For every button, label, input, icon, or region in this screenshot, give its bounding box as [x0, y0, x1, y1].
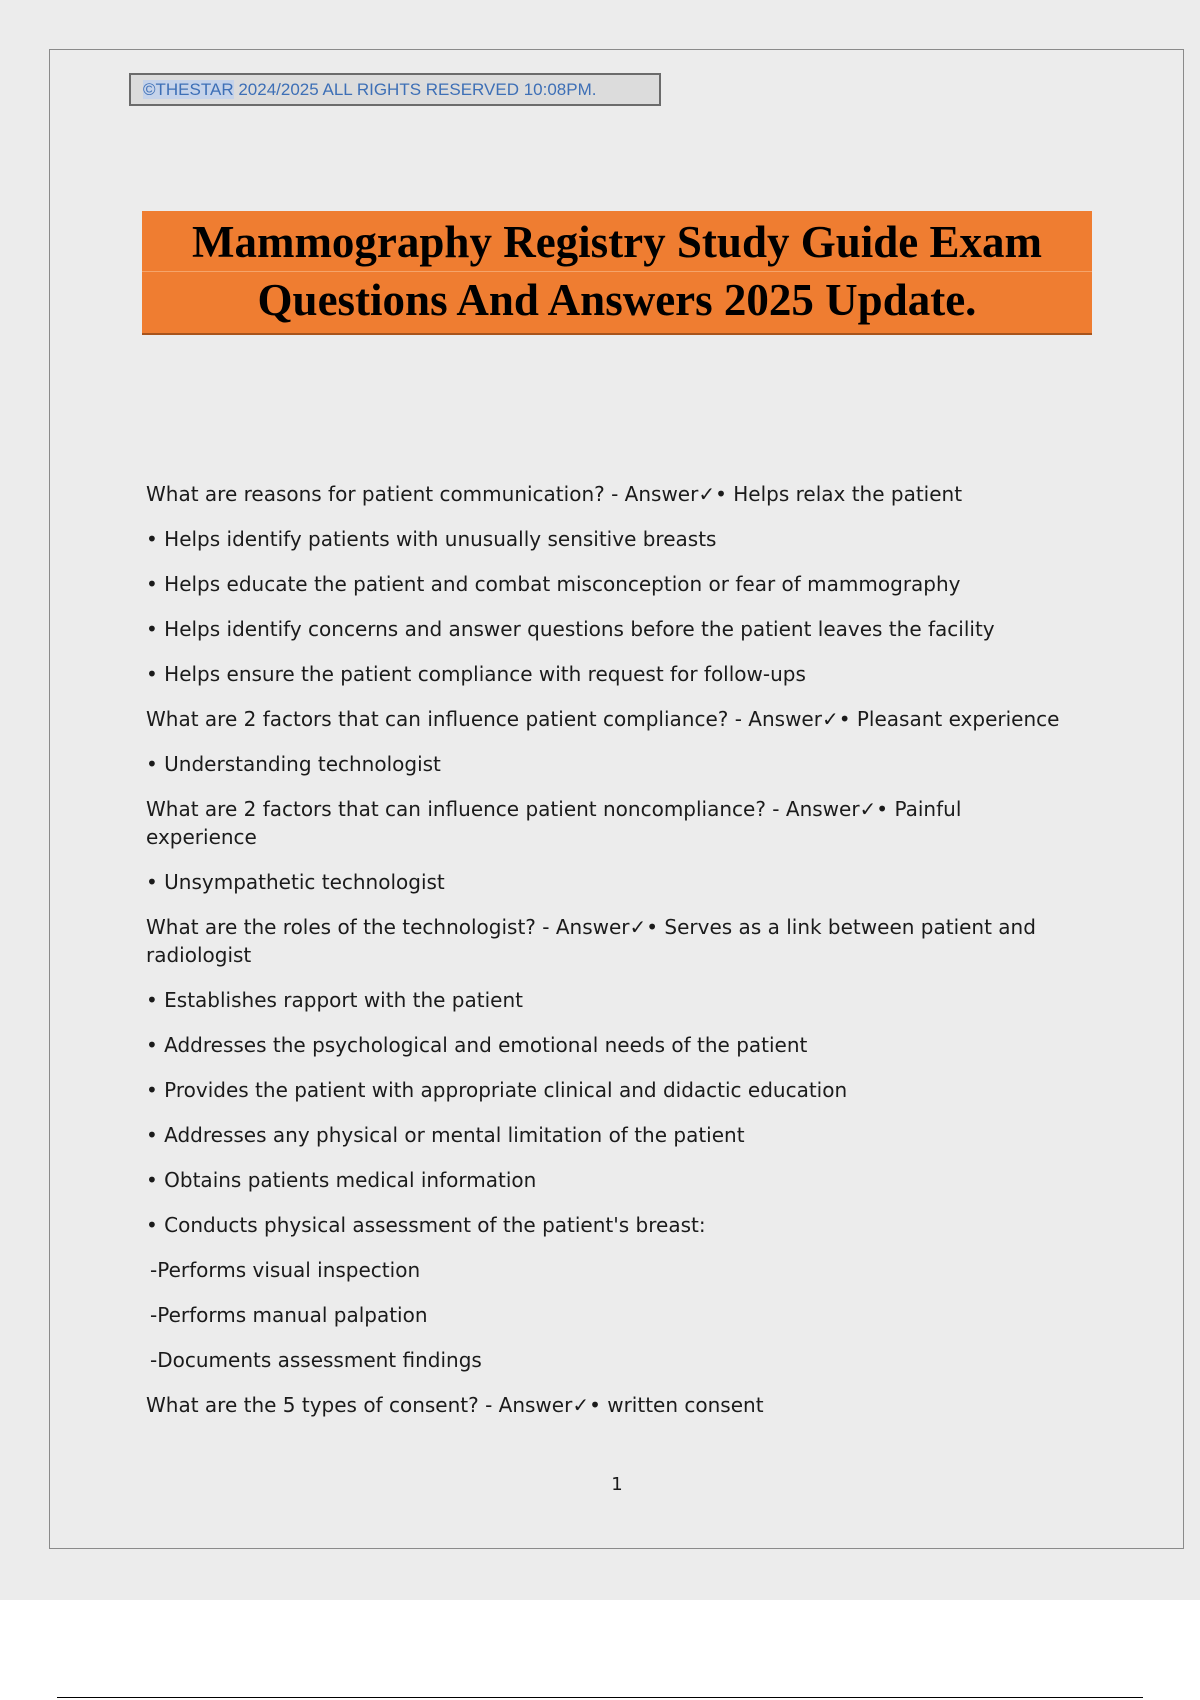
study-guide-content [146, 478, 1076, 1436]
answer-bullet: • Unsympathetic technologist [146, 870, 445, 894]
question-paragraph: What are the 5 types of consent? - Answer✓• written consent [146, 1393, 764, 1417]
copyright-highlight: ©THESTAR [143, 80, 234, 99]
title-divider [142, 271, 1092, 272]
copyright-notice [129, 73, 661, 106]
answer-sub-item: -Performs visual inspection [150, 1258, 421, 1282]
answer-bullet: • Addresses any physical or mental limitation of the patient [146, 1123, 745, 1147]
answer-bullet: • Addresses the psychological and emotional needs of the patient [146, 1033, 808, 1057]
answer-bullet: • Understanding technologist [146, 752, 441, 776]
question-paragraph: What are 2 factors that can influence patient compliance? - Answer✓• Pleasant experience [146, 707, 1060, 731]
answer-bullet: • Establishes rapport with the patient [146, 988, 523, 1012]
question-paragraph: What are the roles of the technologist? - Answer✓• Serves as a link between patient and radiologist [146, 915, 1036, 967]
answer-bullet: • Helps educate the patient and combat misconception or fear of mammography [146, 572, 961, 596]
answer-sub-item: -Documents assessment findings [150, 1348, 482, 1372]
question-paragraph: What are 2 factors that can influence patient noncompliance? - Answer✓• Painful experience [146, 797, 962, 849]
page-number: 1 [611, 1474, 623, 1495]
answer-bullet: • Helps identify concerns and answer questions before the patient leaves the facility [146, 617, 995, 641]
title-banner [142, 211, 1092, 335]
document-title-line-2: Questions And Answers 2025 Update. [257, 275, 977, 325]
answer-bullet: • Helps identify patients with unusually sensitive breasts [146, 527, 717, 551]
answer-bullet: • Obtains patients medical information [146, 1168, 537, 1192]
answer-bullet: • Helps ensure the patient compliance with request for follow-ups [146, 662, 806, 686]
question-paragraph: What are reasons for patient communication? - Answer✓• Helps relax the patient [146, 482, 963, 506]
answer-bullet: • Provides the patient with appropriate clinical and didactic education [146, 1078, 848, 1102]
answer-bullet: • Conducts physical assessment of the patient's breast: [146, 1213, 706, 1237]
bottom-rule [57, 1697, 1143, 1698]
copyright-text: 2024/2025 ALL RIGHTS RESERVED 10:08PM. [233, 80, 597, 99]
document-title-line-1: Mammography Registry Study Guide Exam [191, 217, 1042, 267]
answer-sub-item: -Performs manual palpation [150, 1303, 428, 1327]
